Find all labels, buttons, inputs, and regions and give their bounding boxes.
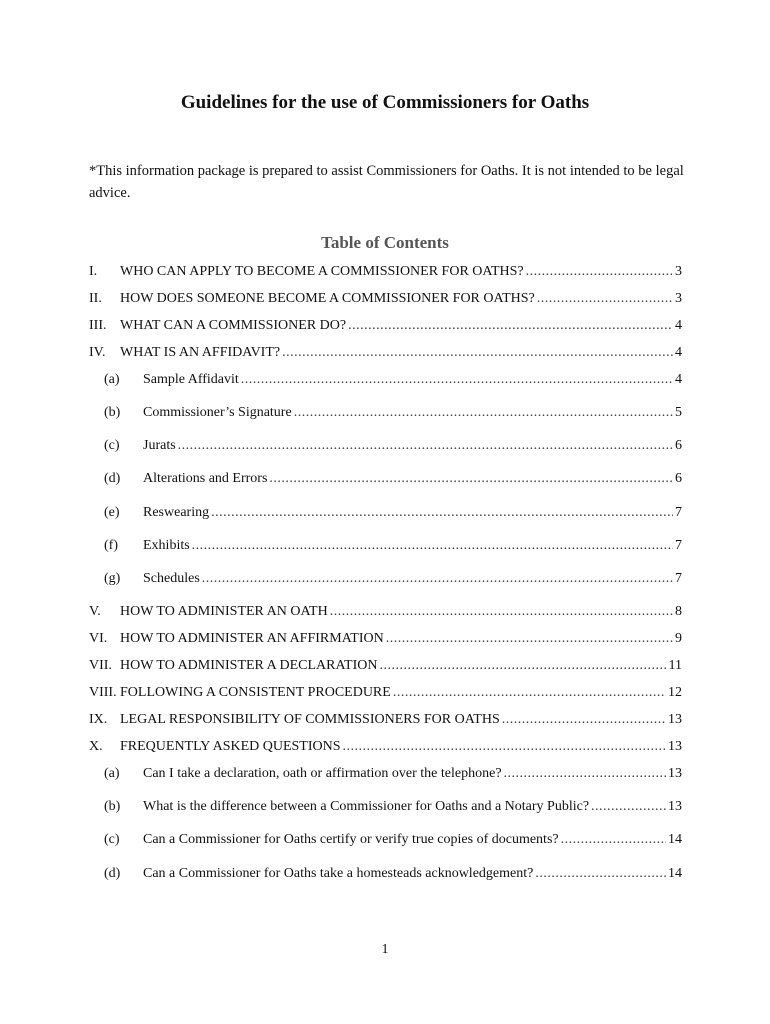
toc-entry-title: Commissioner’s Signature bbox=[143, 405, 292, 420]
toc-entry[interactable] bbox=[104, 832, 682, 852]
toc-entry-title: Jurats bbox=[143, 438, 176, 453]
toc-entry-page: 7 bbox=[675, 571, 682, 586]
toc-entry-title: WHO CAN APPLY TO BECOME A COMMISSIONER FOR OATHS? bbox=[120, 264, 524, 279]
toc-entry[interactable] bbox=[104, 766, 682, 786]
toc-dot-leader bbox=[379, 658, 666, 674]
toc-entry-number: (a) bbox=[104, 766, 120, 781]
toc-entry-number: (g) bbox=[104, 571, 121, 586]
toc-entry[interactable] bbox=[104, 538, 682, 558]
toc-entry-title: Exhibits bbox=[143, 538, 190, 553]
toc-entry-number: (c) bbox=[104, 832, 120, 847]
toc-entry-page: 6 bbox=[675, 438, 682, 453]
toc-entry-number: (b) bbox=[104, 799, 121, 814]
toc-entry-title: LEGAL RESPONSIBILITY OF COMMISSIONERS FOR OATHS bbox=[120, 712, 500, 727]
toc-entry-number: VIII. bbox=[89, 685, 117, 700]
toc-entry-number: IV. bbox=[89, 345, 106, 360]
toc-entry[interactable] bbox=[89, 291, 682, 311]
toc-entry-title: Schedules bbox=[143, 571, 200, 586]
toc-entry-page: 14 bbox=[668, 832, 682, 847]
toc-entry-number: V. bbox=[89, 604, 101, 619]
page-number: 1 bbox=[381, 942, 389, 957]
toc-entry-page: 13 bbox=[668, 739, 682, 754]
toc-entry-title: WHAT IS AN AFFIDAVIT? bbox=[120, 345, 281, 360]
toc-entry-page: 9 bbox=[675, 631, 682, 646]
toc-dot-leader bbox=[178, 438, 673, 454]
toc-entry[interactable] bbox=[104, 505, 682, 525]
toc-dot-leader bbox=[211, 505, 673, 521]
toc-dot-leader bbox=[348, 318, 673, 334]
toc-entry-title: Alterations and Errors bbox=[143, 471, 268, 486]
toc-entry-number: I. bbox=[89, 264, 98, 279]
toc-entry-page: 8 bbox=[675, 604, 682, 619]
toc-entry-title: HOW TO ADMINISTER A DECLARATION bbox=[120, 658, 378, 673]
toc-entry-number: (b) bbox=[104, 405, 121, 420]
toc-entry-title: FOLLOWING A CONSISTENT PROCEDURE bbox=[120, 685, 391, 700]
toc-dot-leader bbox=[202, 571, 673, 587]
toc-entry-page: 6 bbox=[675, 471, 682, 486]
toc-entry-title: Reswearing bbox=[143, 505, 210, 520]
toc-entry-number: (a) bbox=[104, 372, 120, 387]
toc-entry[interactable] bbox=[89, 712, 682, 732]
toc-entry[interactable] bbox=[89, 685, 682, 705]
toc-entry[interactable] bbox=[89, 264, 682, 284]
toc-entry-page: 4 bbox=[675, 318, 682, 333]
toc-dot-leader bbox=[269, 471, 673, 487]
toc-entry-page: 14 bbox=[668, 866, 682, 881]
toc-entry-title: HOW TO ADMINISTER AN OATH bbox=[120, 604, 328, 619]
toc-dot-leader bbox=[561, 832, 666, 848]
toc-entry-page: 13 bbox=[668, 766, 682, 781]
toc-entry-number: (e) bbox=[104, 505, 120, 520]
toc-entry-title: WHAT CAN A COMMISSIONER DO? bbox=[120, 318, 347, 333]
toc-entry-title: HOW DOES SOMEONE BECOME A COMMISSIONER FOR OATHS? bbox=[120, 291, 535, 306]
toc-entry[interactable] bbox=[104, 571, 682, 591]
toc-entry-page: 13 bbox=[668, 712, 682, 727]
toc-entry-number: (d) bbox=[104, 471, 121, 486]
toc-entry-title: HOW TO ADMINISTER AN AFFIRMATION bbox=[120, 631, 384, 646]
toc-entry[interactable] bbox=[89, 631, 682, 651]
toc-entry-number: X. bbox=[89, 739, 103, 754]
toc-entry-number: II. bbox=[89, 291, 102, 306]
toc-entry-title: FREQUENTLY ASKED QUESTIONS bbox=[120, 739, 341, 754]
toc-dot-leader bbox=[330, 604, 673, 620]
toc-entry-page: 7 bbox=[675, 505, 682, 520]
toc-entry[interactable] bbox=[104, 866, 682, 886]
toc-entry[interactable] bbox=[104, 438, 682, 458]
toc-dot-leader bbox=[192, 538, 673, 554]
toc-dot-leader bbox=[526, 264, 673, 280]
toc-entry[interactable] bbox=[89, 739, 682, 759]
toc-entry-title: Can a Commissioner for Oaths take a homesteads acknowledgement? bbox=[143, 866, 534, 881]
toc-entry-page: 11 bbox=[668, 658, 682, 673]
toc-entry-number: (f) bbox=[104, 538, 118, 553]
toc-dot-leader bbox=[386, 631, 673, 647]
toc-dot-leader bbox=[393, 685, 666, 701]
toc-entry-page: 3 bbox=[675, 264, 682, 279]
toc-entry-page: 12 bbox=[668, 685, 682, 700]
toc-entry[interactable] bbox=[104, 372, 682, 392]
toc-dot-leader bbox=[294, 405, 673, 421]
toc-entry-number: III. bbox=[89, 318, 107, 333]
toc-entry[interactable] bbox=[89, 658, 682, 678]
toc-entry[interactable] bbox=[104, 799, 682, 819]
toc-entry[interactable] bbox=[104, 471, 682, 491]
toc-dot-leader bbox=[504, 766, 666, 782]
toc-entry[interactable] bbox=[89, 604, 682, 624]
toc-entry-number: VI. bbox=[89, 631, 108, 646]
toc-entry-page: 13 bbox=[668, 799, 682, 814]
toc-dot-leader bbox=[343, 739, 666, 755]
intro-paragraph: *This information package is prepared to assist Commissioners for Oaths. It is not intended to be legal advice. bbox=[89, 163, 684, 201]
toc-entry-number: VII. bbox=[89, 658, 112, 673]
toc-dot-leader bbox=[535, 866, 666, 882]
toc-entry-number: (c) bbox=[104, 438, 120, 453]
toc-entry-title: Sample Affidavit bbox=[143, 372, 239, 387]
toc-entry-number: (d) bbox=[104, 866, 121, 881]
document-title: Guidelines for the use of Commissioners for Oaths bbox=[180, 92, 590, 113]
toc-entry-page: 7 bbox=[675, 538, 682, 553]
toc-entry[interactable] bbox=[89, 318, 682, 338]
toc-entry-page: 4 bbox=[675, 345, 682, 360]
toc-dot-leader bbox=[502, 712, 666, 728]
toc-entry-title: Can a Commissioner for Oaths certify or verify true copies of documents? bbox=[143, 832, 559, 847]
toc-entry-title: What is the difference between a Commissioner for Oaths and a Notary Public? bbox=[143, 799, 590, 814]
toc-entry-page: 4 bbox=[675, 372, 682, 387]
toc-entry-page: 5 bbox=[675, 405, 682, 420]
toc-dot-leader bbox=[241, 372, 673, 388]
toc-entry[interactable] bbox=[104, 405, 682, 425]
toc-dot-leader bbox=[282, 345, 673, 361]
toc-entry-page: 3 bbox=[675, 291, 682, 306]
toc-dot-leader bbox=[591, 799, 666, 815]
toc-entry-number: IX. bbox=[89, 712, 108, 727]
toc-dot-leader bbox=[537, 291, 673, 307]
toc-heading: Table of Contents bbox=[321, 233, 449, 252]
toc-entry-title: Can I take a declaration, oath or affirmation over the telephone? bbox=[143, 766, 502, 781]
toc-entry[interactable] bbox=[89, 345, 682, 365]
